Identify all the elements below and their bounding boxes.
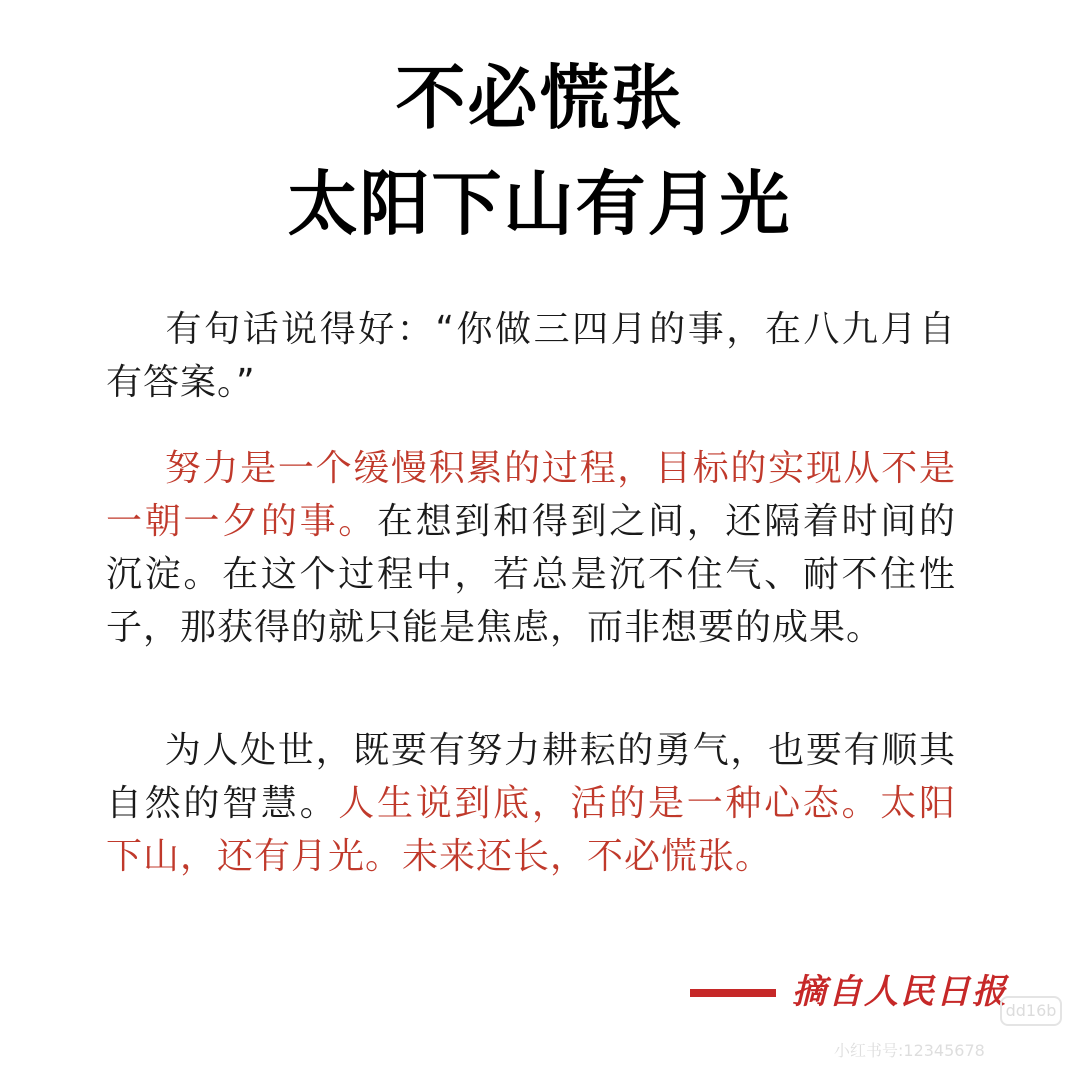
paragraph-2-text: 在想到和得到之间，还隔着时间的沉淀。在这个过程中，若总是沉不住气、耐不住性子，那获得的就只能是焦虑，而非想要的成果。 <box>106 501 956 648</box>
paragraph-2 <box>106 442 956 654</box>
credit-source: 摘自人民日报 <box>792 972 1008 1012</box>
title-line-2: 太阳下山有月光 <box>287 163 792 245</box>
title-line-1: 不必慌张 <box>395 57 684 139</box>
paragraph-3-highlight: 人生说到底，活的是一种心态。太阳下山，还有月光。未来还长，不必慌张。 <box>106 783 956 877</box>
watermark-text: 小红书号:12345678 <box>834 1041 985 1060</box>
paragraph-3 <box>106 724 956 883</box>
paragraph-1 <box>106 303 956 409</box>
paragraph-3-text: 为人处世，既要有努力耕耘的勇气，也要有顺其自然的智慧。 <box>106 730 956 824</box>
paragraph-2-highlight: 努力是一个缓慢积累的过程，目标的实现从不是一朝一夕的事。 <box>106 448 956 542</box>
watermark-badge: dd16b <box>1000 996 1062 1026</box>
credit-divider <box>690 989 776 997</box>
paragraph-1-text: 有句话说得好：“你做三四月的事，在八九月自有答案。” <box>106 309 956 403</box>
